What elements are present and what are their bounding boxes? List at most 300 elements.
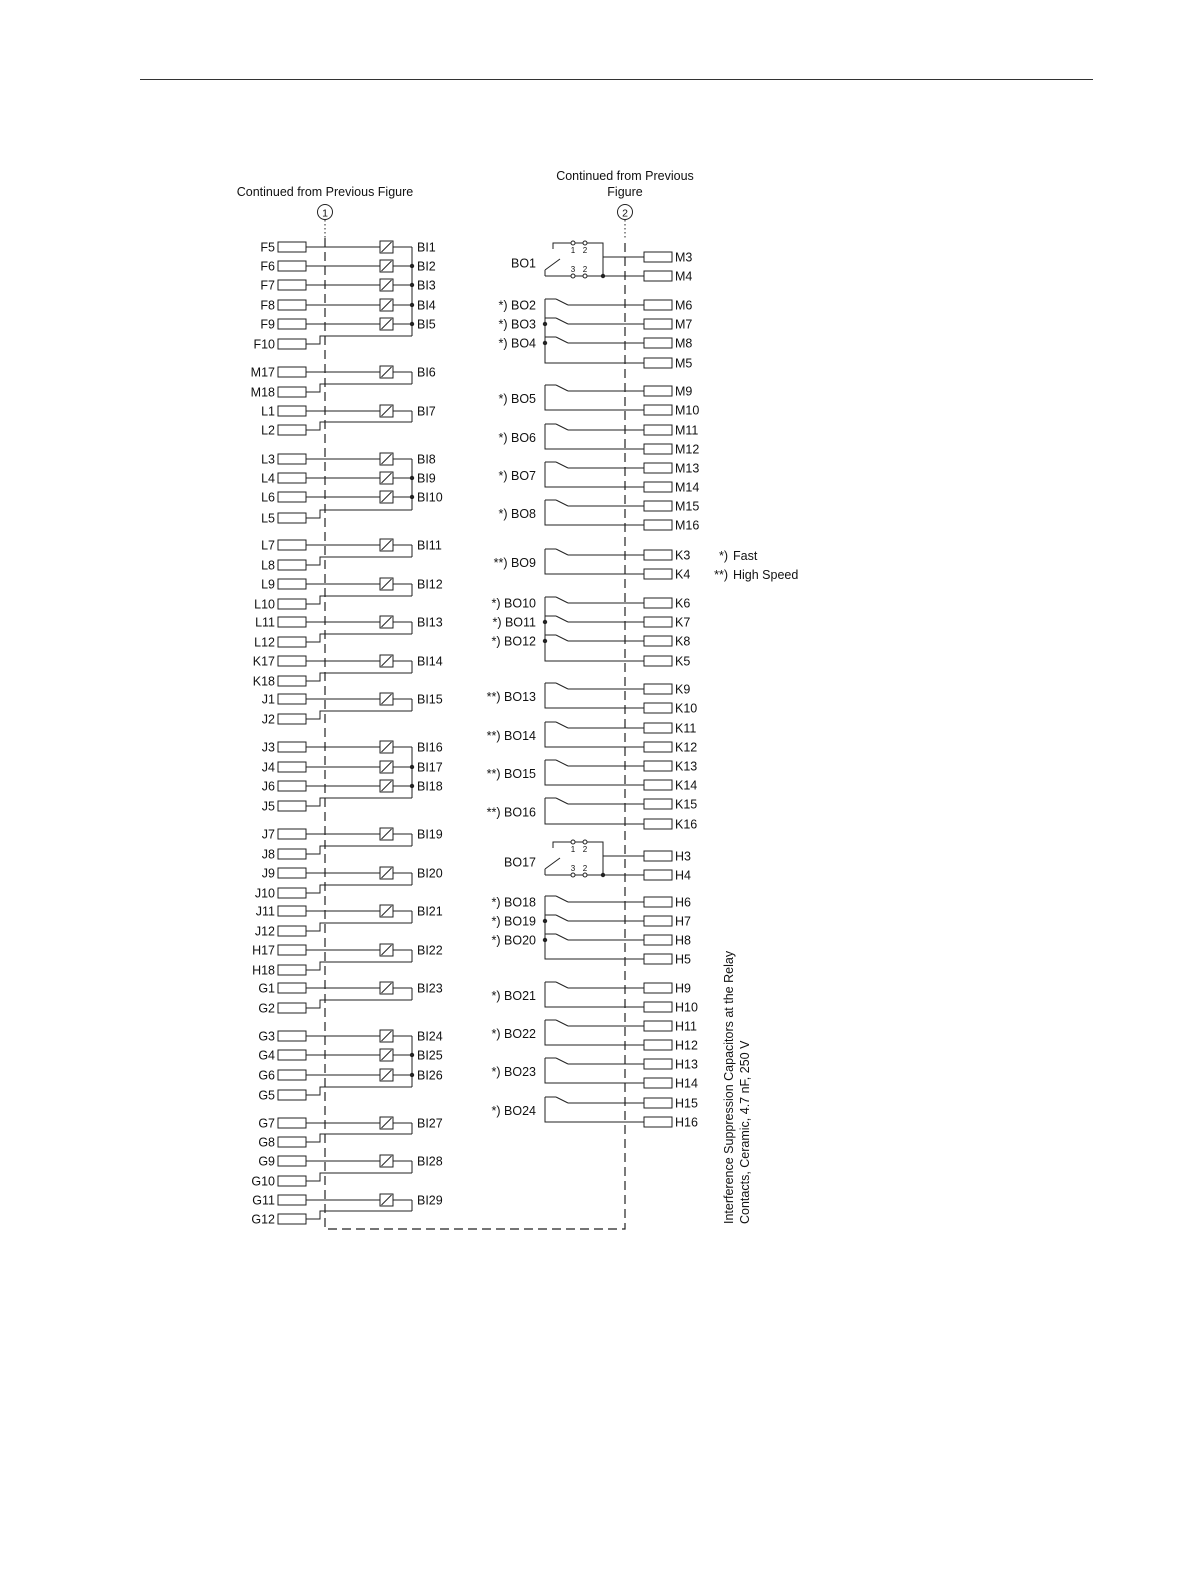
contact-point-1-bo1 [571, 241, 575, 245]
input-label-bi19: BI19 [417, 827, 443, 842]
terminal-label-h11: H11 [675, 1019, 698, 1034]
terminal-label-j2: J2 [261, 712, 275, 727]
terminal-label-h3: H3 [675, 849, 691, 864]
terminal-label-j10: J10 [254, 886, 275, 901]
terminal-h3 [644, 851, 672, 861]
common-return-j10 [306, 885, 412, 893]
contact-return-bo5 [545, 385, 644, 410]
terminal-l2 [278, 425, 306, 435]
input-label-bi11: BI11 [417, 538, 442, 553]
terminal-m11 [644, 425, 672, 435]
terminal-label-m14: M14 [675, 480, 700, 495]
terminal-k9 [644, 684, 672, 694]
output-label-bo13: **) BO13 [486, 690, 536, 704]
terminal-label-h15: H15 [675, 1096, 698, 1111]
terminal-l6 [278, 492, 306, 502]
contact-blade-bo2 [556, 299, 568, 305]
contact-blade-bo8 [556, 500, 568, 506]
terminal-label-m9: M9 [675, 384, 693, 399]
common-return-l10 [306, 596, 412, 604]
input-label-bi15: BI15 [417, 692, 443, 707]
contact-return-bo13 [545, 683, 644, 708]
terminal-label-m18: M18 [250, 385, 275, 400]
contact-return-bo8 [545, 500, 644, 525]
input-label-bi28: BI28 [417, 1154, 443, 1169]
terminal-m15 [644, 501, 672, 511]
input-label-bi4: BI4 [417, 298, 436, 313]
terminal-label-g11: G11 [252, 1193, 275, 1208]
terminal-k3 [644, 550, 672, 560]
legend-text-high-speed: High Speed [733, 568, 799, 582]
output-label-bo5: *) BO5 [498, 392, 536, 406]
changeover-bridge-bo17 [553, 842, 603, 875]
terminal-label-h10: H10 [675, 1000, 698, 1015]
right-header-line2: Figure [607, 185, 643, 199]
terminal-m12 [644, 444, 672, 454]
terminal-label-l7: L7 [261, 538, 275, 553]
terminal-label-h12: H12 [675, 1038, 698, 1053]
terminal-label-h8: H8 [675, 933, 691, 948]
terminal-m6 [644, 300, 672, 310]
terminal-k7 [644, 617, 672, 627]
terminal-h16 [644, 1117, 672, 1127]
terminal-l8 [278, 560, 306, 570]
terminal-label-k13: K13 [675, 759, 698, 774]
contact-number-2-bo17: 2 [582, 845, 588, 854]
terminal-label-f5: F5 [260, 240, 275, 255]
terminal-label-l1: L1 [261, 404, 275, 419]
input-label-bi22: BI22 [417, 943, 443, 958]
terminal-l1 [278, 406, 306, 416]
input-label-bi7: BI7 [417, 404, 436, 419]
terminal-k14 [644, 780, 672, 790]
contact-number-3-bo17: 3 [570, 864, 576, 873]
terminal-h8 [644, 935, 672, 945]
terminal-g11 [278, 1195, 306, 1205]
common-return-l5 [306, 510, 412, 518]
terminal-label-g3: G3 [258, 1029, 275, 1044]
terminal-label-l10: L10 [254, 597, 275, 612]
input-label-bi21: BI21 [417, 904, 443, 919]
terminal-g8 [278, 1137, 306, 1147]
input-label-bi25: BI25 [417, 1048, 443, 1063]
contact-return-bo15 [545, 760, 644, 785]
terminal-l11 [278, 617, 306, 627]
common-return-j12 [306, 923, 412, 931]
terminal-j11 [278, 906, 306, 916]
terminal-k15 [644, 799, 672, 809]
contact-blade-bo7 [556, 462, 568, 468]
contact-blade-bo14 [556, 722, 568, 728]
input-label-bi3: BI3 [417, 278, 436, 293]
input-label-bi9: BI9 [417, 471, 436, 486]
contact-blade-bo9 [556, 549, 568, 555]
terminal-k13 [644, 761, 672, 771]
terminal-label-g1: G1 [258, 981, 275, 996]
contact-number-2-bo1: 2 [582, 246, 588, 255]
contact-blade-bo24 [556, 1097, 568, 1103]
terminal-label-g6: G6 [258, 1068, 275, 1083]
terminal-label-j12: J12 [254, 924, 275, 939]
terminal-label-k4: K4 [675, 567, 691, 582]
terminal-label-m16: M16 [675, 518, 700, 533]
common-return-l12 [306, 634, 412, 642]
output-label-bo8: *) BO8 [498, 507, 536, 521]
common-return-l2 [306, 422, 412, 430]
terminal-m4 [644, 271, 672, 281]
output-label-bo17: BO17 [504, 855, 536, 870]
terminal-label-h7: H7 [675, 914, 691, 929]
terminal-label-f7: F7 [260, 278, 275, 293]
common-bus-bo4 [545, 299, 644, 363]
output-label-bo6: *) BO6 [498, 431, 536, 445]
output-label-bo18: *) BO18 [491, 895, 536, 910]
binary-inputs [251, 241, 443, 1227]
terminal-label-f9: F9 [260, 317, 275, 332]
terminal-label-l9: L9 [261, 577, 275, 592]
contact-return-bo23 [545, 1058, 644, 1083]
terminal-label-j11: J11 [255, 904, 275, 919]
contact-point-2-bo1 [583, 241, 587, 245]
terminal-h15 [644, 1098, 672, 1108]
output-label-bo1: BO1 [510, 256, 536, 271]
capacitor-note-line1: Interference Suppression Capacitors at the Relay [722, 950, 736, 1224]
terminal-label-m13: M13 [675, 461, 700, 476]
contact-blade-bo3 [556, 318, 568, 324]
contact-blade-bo22 [556, 1020, 568, 1026]
terminal-m8 [644, 338, 672, 348]
input-label-bi27: BI27 [417, 1116, 443, 1131]
terminal-label-g8: G8 [258, 1135, 275, 1150]
terminal-label-h16: H16 [675, 1115, 698, 1130]
input-label-bi26: BI26 [417, 1068, 443, 1083]
terminal-label-m4: M4 [675, 269, 693, 284]
terminal-j1 [278, 694, 306, 704]
terminal-k8 [644, 636, 672, 646]
terminal-k11 [644, 723, 672, 733]
terminal-label-g10: G10 [251, 1174, 275, 1189]
terminal-label-g12: G12 [251, 1212, 275, 1227]
terminal-label-h14: H14 [675, 1076, 698, 1091]
terminal-g3 [278, 1031, 306, 1041]
input-label-bi16: BI16 [417, 740, 443, 755]
terminal-label-k16: K16 [675, 817, 698, 832]
terminal-j4 [278, 762, 306, 772]
terminal-h7 [644, 916, 672, 926]
terminal-label-g5: G5 [258, 1088, 275, 1103]
terminal-label-l6: L6 [261, 490, 275, 505]
terminal-l7 [278, 540, 306, 550]
output-label-bo20: *) BO20 [491, 933, 536, 948]
input-label-bi17: BI17 [417, 760, 443, 775]
terminal-label-j9: J9 [261, 866, 275, 881]
common-return-g10 [306, 1173, 412, 1181]
terminal-j3 [278, 742, 306, 752]
terminal-label-k9: K9 [675, 682, 691, 697]
output-label-bo23: *) BO23 [491, 1065, 536, 1079]
terminal-label-j6: J6 [261, 779, 275, 794]
common-return-j5 [306, 798, 412, 806]
common-return-g5 [306, 1087, 412, 1095]
input-label-bi13: BI13 [417, 615, 443, 630]
terminal-l5 [278, 513, 306, 523]
contact-blade-bo13 [556, 683, 568, 689]
contact-point-2-bo17 [583, 840, 587, 844]
common-return-l8 [306, 557, 412, 565]
terminal-label-g7: G7 [258, 1116, 275, 1131]
output-label-bo12: *) BO12 [491, 634, 536, 649]
contact-number-1-bo17: 1 [570, 845, 576, 854]
terminal-h5 [644, 954, 672, 964]
terminal-label-m15: M15 [675, 499, 700, 514]
terminal-g1 [278, 983, 306, 993]
terminal-label-h6: H6 [675, 895, 691, 910]
terminal-j7 [278, 829, 306, 839]
right-header-line1: Continued from Previous [556, 169, 694, 183]
terminal-h18 [278, 965, 306, 975]
contact-blade-bo20 [556, 934, 568, 940]
terminal-g4 [278, 1050, 306, 1060]
terminal-label-g9: G9 [258, 1154, 275, 1169]
terminal-m17 [278, 367, 306, 377]
terminal-h12 [644, 1040, 672, 1050]
contact-point-4-bo17 [583, 873, 587, 877]
terminal-k16 [644, 819, 672, 829]
terminal-label-k5: K5 [675, 654, 691, 669]
changeover-blade-bo17 [545, 858, 560, 869]
terminal-g5 [278, 1090, 306, 1100]
terminal-label-h4: H4 [675, 868, 691, 883]
input-label-bi24: BI24 [417, 1029, 443, 1044]
contact-blade-bo16 [556, 798, 568, 804]
terminal-label-g2: G2 [258, 1001, 275, 1016]
contact-number-4-bo17: 2 [582, 864, 588, 873]
terminal-label-j7: J7 [261, 827, 275, 842]
terminal-label-k6: K6 [675, 596, 691, 611]
terminal-g7 [278, 1118, 306, 1128]
terminal-label-j1: J1 [261, 692, 275, 707]
housing-boundary [325, 238, 625, 1229]
contact-return-bo14 [545, 722, 644, 747]
terminal-j5 [278, 801, 306, 811]
input-label-bi10: BI10 [417, 490, 443, 505]
input-label-bi12: BI12 [417, 577, 443, 592]
terminal-label-l8: L8 [261, 558, 275, 573]
common-return-g2 [306, 1000, 412, 1008]
binary-outputs [487, 241, 700, 1130]
terminal-label-m11: M11 [675, 423, 699, 438]
terminal-k18 [278, 676, 306, 686]
terminal-l10 [278, 599, 306, 609]
changeover-junction-bo17 [601, 873, 605, 877]
terminal-j6 [278, 781, 306, 791]
common-return-k18 [306, 673, 412, 681]
terminal-g12 [278, 1214, 306, 1224]
contact-return-bo7 [545, 462, 644, 487]
terminal-l9 [278, 579, 306, 589]
terminal-label-l4: L4 [261, 471, 275, 486]
output-label-bo3: *) BO3 [498, 317, 536, 332]
contact-blade-bo5 [556, 385, 568, 391]
terminal-label-k12: K12 [675, 740, 698, 755]
terminal-label-f10: F10 [253, 337, 275, 352]
legend-marker-fast: *) [718, 549, 728, 563]
terminal-label-m6: M6 [675, 298, 693, 313]
contact-return-bo9 [545, 549, 644, 574]
terminal-label-l11: L11 [255, 615, 275, 630]
contact-point-3-bo1 [571, 274, 575, 278]
contact-number-3-bo1: 3 [570, 265, 576, 274]
terminal-g10 [278, 1176, 306, 1186]
terminal-f9 [278, 319, 306, 329]
capacitor-note-line2: Contacts, Ceramic, 4.7 nF, 250 V [738, 1040, 752, 1224]
changeover-blade-bo1 [545, 259, 560, 270]
terminal-m9 [644, 386, 672, 396]
terminal-l12 [278, 637, 306, 647]
terminal-g2 [278, 1003, 306, 1013]
terminal-label-m8: M8 [675, 336, 693, 351]
terminal-m13 [644, 463, 672, 473]
terminal-m3 [644, 252, 672, 262]
terminal-label-h5: H5 [675, 952, 691, 967]
input-label-bi1: BI1 [417, 240, 436, 255]
terminal-f6 [278, 261, 306, 271]
common-return-m18 [306, 384, 412, 392]
left-header: Continued from Previous Figure [236, 185, 414, 199]
common-return-j2 [306, 711, 412, 719]
terminal-h10 [644, 1002, 672, 1012]
terminal-j10 [278, 888, 306, 898]
terminal-label-k15: K15 [675, 797, 698, 812]
terminal-label-j3: J3 [261, 740, 275, 755]
input-label-bi18: BI18 [417, 779, 443, 794]
common-bus-bo20 [545, 896, 644, 959]
output-label-bo24: *) BO24 [491, 1104, 536, 1118]
marker-1-label: 1 [322, 207, 328, 220]
terminal-label-h13: H13 [675, 1057, 698, 1072]
terminal-label-k10: K10 [675, 701, 698, 716]
terminal-j12 [278, 926, 306, 936]
output-label-bo16: **) BO16 [486, 805, 536, 820]
contact-return-bo24 [545, 1097, 644, 1122]
terminal-k17 [278, 656, 306, 666]
terminal-label-m7: M7 [675, 317, 693, 332]
output-label-bo7: *) BO7 [498, 469, 536, 483]
terminal-label-k18: K18 [252, 674, 275, 689]
terminal-m14 [644, 482, 672, 492]
output-label-bo9: **) BO9 [493, 556, 536, 570]
terminal-l3 [278, 454, 306, 464]
contact-blade-bo12 [556, 635, 568, 641]
terminal-f8 [278, 300, 306, 310]
contact-blade-bo15 [556, 760, 568, 766]
common-return-f10 [306, 336, 412, 344]
marker-2-label: 2 [622, 207, 628, 220]
contact-return-bo6 [545, 424, 644, 449]
terminal-k12 [644, 742, 672, 752]
terminal-l4 [278, 473, 306, 483]
terminal-j8 [278, 849, 306, 859]
contact-blade-bo21 [556, 982, 568, 988]
terminal-label-m17: M17 [250, 365, 275, 380]
contact-point-3-bo17 [571, 873, 575, 877]
contact-return-bo16 [545, 798, 644, 824]
contact-number-1-bo1: 1 [570, 246, 576, 255]
contact-blade-bo11 [556, 616, 568, 622]
terminal-label-k7: K7 [675, 615, 691, 630]
output-label-bo4: *) BO4 [498, 336, 536, 351]
contact-point-1-bo17 [571, 840, 575, 844]
input-label-bi8: BI8 [417, 452, 436, 467]
contact-blade-bo4 [556, 337, 568, 343]
terminal-label-g4: G4 [258, 1048, 275, 1063]
terminal-label-f6: F6 [260, 259, 275, 274]
terminal-label-m3: M3 [675, 250, 693, 265]
terminal-h9 [644, 983, 672, 993]
output-label-bo11: *) BO11 [492, 615, 536, 630]
common-return-j8 [306, 846, 412, 854]
common-return-g8 [306, 1134, 412, 1142]
terminal-label-l5: L5 [261, 511, 275, 526]
contact-blade-bo10 [556, 597, 568, 603]
terminal-k6 [644, 598, 672, 608]
terminal-label-k17: K17 [252, 654, 275, 669]
output-label-bo22: *) BO22 [491, 1027, 536, 1041]
terminal-label-j4: J4 [261, 760, 275, 775]
terminal-label-k3: K3 [675, 548, 691, 563]
terminal-label-k8: K8 [675, 634, 691, 649]
output-label-bo14: **) BO14 [486, 729, 536, 743]
terminal-h14 [644, 1078, 672, 1088]
output-label-bo2: *) BO2 [498, 298, 536, 313]
terminal-label-l3: L3 [261, 452, 275, 467]
output-label-bo10: *) BO10 [491, 596, 536, 611]
output-label-bo15: **) BO15 [486, 767, 536, 781]
legend-text-fast: Fast [733, 549, 758, 563]
terminal-m16 [644, 520, 672, 530]
contact-blade-bo23 [556, 1058, 568, 1064]
terminal-f10 [278, 339, 306, 349]
contact-blade-bo6 [556, 424, 568, 430]
input-label-bi5: BI5 [417, 317, 436, 332]
changeover-bridge-bo1 [553, 243, 603, 276]
terminal-g9 [278, 1156, 306, 1166]
changeover-junction-bo1 [601, 274, 605, 278]
contact-number-4-bo1: 2 [582, 265, 588, 274]
terminal-h13 [644, 1059, 672, 1069]
terminal-label-l2: L2 [261, 423, 275, 438]
input-label-bi6: BI6 [417, 365, 436, 380]
terminal-h4 [644, 870, 672, 880]
terminal-label-m5: M5 [675, 356, 693, 371]
terminal-m7 [644, 319, 672, 329]
common-return-g12 [306, 1211, 412, 1219]
common-return-h18 [306, 962, 412, 970]
terminal-label-k11: K11 [675, 721, 697, 736]
terminal-label-j8: J8 [261, 847, 275, 862]
common-bus-bo12 [545, 597, 644, 661]
terminal-h6 [644, 897, 672, 907]
terminal-k4 [644, 569, 672, 579]
terminal-k5 [644, 656, 672, 666]
contact-blade-bo18 [556, 896, 568, 902]
contact-return-bo22 [545, 1020, 644, 1045]
input-label-bi2: BI2 [417, 259, 436, 274]
terminal-label-j5: J5 [261, 799, 275, 814]
terminal-m5 [644, 358, 672, 368]
terminal-label-m12: M12 [675, 442, 700, 457]
input-label-bi29: BI29 [417, 1193, 443, 1208]
